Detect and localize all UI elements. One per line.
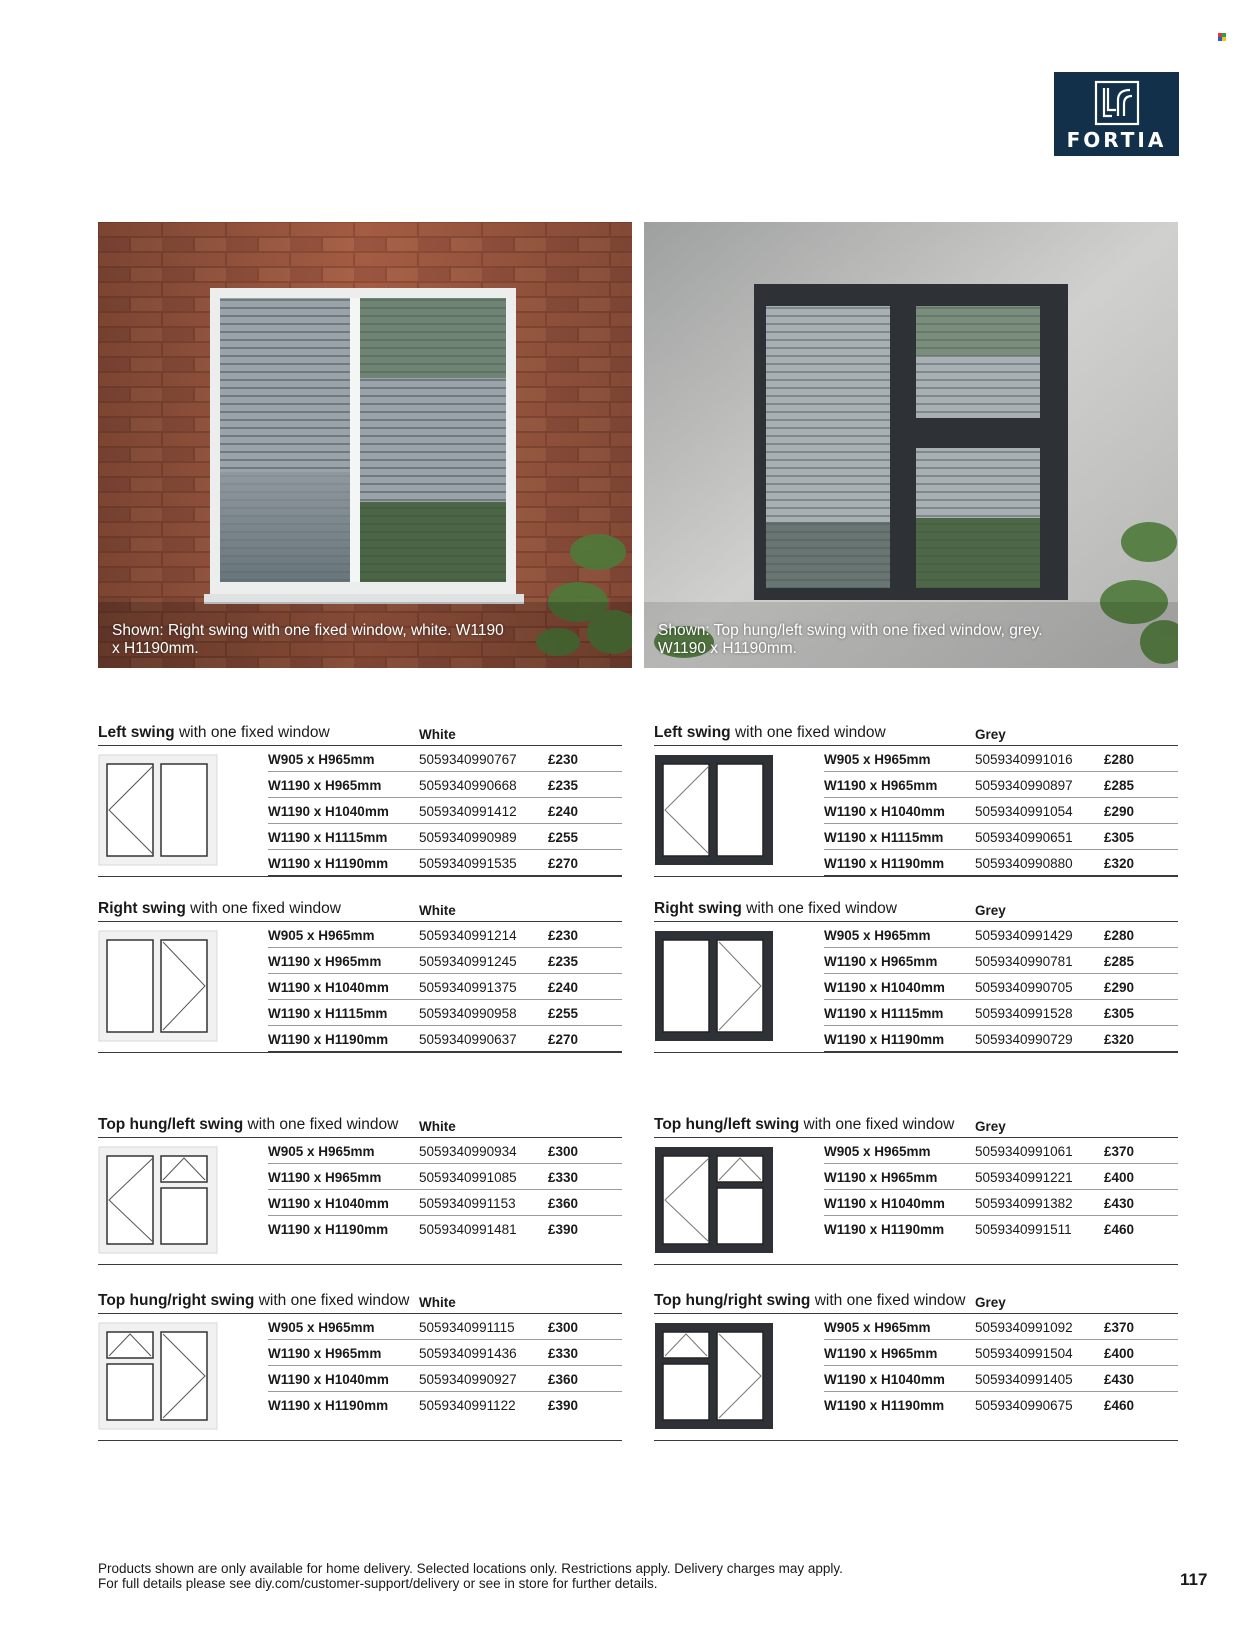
table-row: W1190 x H1040mm 5059340991382 £430	[824, 1190, 1178, 1216]
table-row: W1190 x H1040mm 5059340991412 £240	[268, 798, 622, 824]
table-row: W905 x H965mm 5059340990934 £300	[268, 1138, 622, 1164]
product-table-left-swing-grey	[654, 722, 1178, 871]
table-row: W1190 x H1115mm 5059340990989 £255	[268, 824, 622, 850]
table-title: Top hung/right swing with one fixed window	[98, 1292, 410, 1309]
table-row: W1190 x H1040mm 5059340990705 £290	[824, 974, 1178, 1000]
top-hung-left-grey-diagram	[654, 1146, 774, 1254]
table-row: W905 x H965mm 5059340991115 £300	[268, 1314, 622, 1340]
table-header	[98, 1290, 622, 1314]
footer-disclaimer	[98, 1561, 843, 1591]
photo-caption-grey: Shown: Top hung/left swing with one fixed window, grey. W1190 x H1190mm.	[658, 622, 1043, 657]
table-row: W1190 x H965mm 5059340990781 £285	[824, 948, 1178, 974]
table-row: W905 x H965mm 5059340991092 £370	[824, 1314, 1178, 1340]
table-title: Left swing with one fixed window	[654, 724, 886, 741]
top-hung-right-grey-diagram	[654, 1322, 774, 1430]
footer-line-1: Products shown are only available for home delivery. Selected locations only. Restrictions apply. Delivery charges may apply.	[98, 1561, 843, 1576]
photo-white-window	[98, 222, 632, 668]
table-row: W1190 x H1040mm 5059340990927 £360	[268, 1366, 622, 1392]
table-title: Top hung/left swing with one fixed window	[654, 1116, 955, 1133]
product-table-left-swing-white	[98, 722, 622, 871]
table-row: W905 x H965mm 5059340991429 £280	[824, 922, 1178, 948]
colour-label: White	[419, 1119, 456, 1134]
table-bottom-rule	[98, 1440, 622, 1441]
right-swing-grey-diagram	[654, 930, 774, 1042]
table-row: W1190 x H1190mm 5059340991122 £390	[268, 1398, 579, 1413]
table-rows	[268, 746, 622, 876]
product-table-top-hung-left-white	[98, 1114, 622, 1237]
colour-registration-dots	[1218, 33, 1228, 43]
table-row: W1190 x H965mm 5059340991221 £400	[824, 1164, 1178, 1190]
footer-line-2: For full details please see diy.com/customer-support/delivery or see in store for further details.	[98, 1576, 658, 1591]
product-table-top-hung-right-white	[98, 1290, 622, 1413]
table-row: W1190 x H1115mm 5059340991528 £305	[824, 1000, 1178, 1026]
table-row: W1190 x H1190mm 5059340990880 £320	[824, 850, 1178, 876]
table-header	[654, 1114, 1178, 1138]
table-row: W905 x H965mm 5059340990767 £230	[268, 746, 622, 772]
brand-name: FORTIA	[1066, 128, 1167, 152]
fortia-logo	[1054, 72, 1179, 156]
photo-caption-white: Shown: Right swing with one fixed window, white. W1190 x H1190mm.	[112, 622, 504, 657]
table-title: Top hung/right swing with one fixed window	[654, 1292, 966, 1309]
table-rows	[268, 1314, 622, 1418]
table-header	[98, 1114, 622, 1138]
table-row: W1190 x H1190mm 5059340991481 £390	[268, 1222, 579, 1237]
table-bottom-rule	[98, 1264, 622, 1265]
table-row: W1190 x H1190mm 5059340990637 £270	[268, 1026, 622, 1052]
colour-label: Grey	[975, 903, 1006, 918]
table-row: W905 x H965mm 5059340991061 £370	[824, 1138, 1178, 1164]
table-title: Right swing with one fixed window	[98, 900, 341, 917]
table-row: W905 x H965mm 5059340991214 £230	[268, 922, 622, 948]
colour-label: Grey	[975, 727, 1006, 742]
right-swing-white-diagram	[98, 930, 218, 1042]
colour-label: Grey	[975, 1119, 1006, 1134]
product-table-top-hung-right-grey	[654, 1290, 1178, 1413]
table-bottom-rule	[98, 876, 622, 877]
table-row: W1190 x H1115mm 5059340990958 £255	[268, 1000, 622, 1026]
table-row: W1190 x H1190mm 5059340991511 £460	[824, 1222, 1135, 1237]
table-rows	[824, 746, 1178, 876]
colour-label: White	[419, 1295, 456, 1310]
left-swing-grey-diagram	[654, 754, 774, 866]
product-table-right-swing-grey	[654, 898, 1178, 1047]
table-bottom-rule	[98, 1052, 622, 1053]
table-bottom-rule	[654, 1052, 1178, 1053]
table-rows	[824, 1138, 1178, 1242]
table-row: W1190 x H965mm 5059340991245 £235	[268, 948, 622, 974]
table-row: W1190 x H965mm 5059340991085 £330	[268, 1164, 622, 1190]
table-row: W1190 x H1040mm 5059340991375 £240	[268, 974, 622, 1000]
table-rows	[824, 922, 1178, 1052]
table-rows	[824, 1314, 1178, 1418]
product-table-right-swing-white	[98, 898, 622, 1047]
white-window-illustration	[98, 222, 632, 668]
table-title: Left swing with one fixed window	[98, 724, 330, 741]
table-row: W1190 x H1040mm 5059340991405 £430	[824, 1366, 1178, 1392]
table-row: W1190 x H1190mm 5059340990675 £460	[824, 1398, 1135, 1413]
photo-grey-window	[644, 222, 1178, 668]
colour-label: White	[419, 727, 456, 742]
fortia-emblem-icon	[1094, 80, 1140, 126]
table-row: W1190 x H1040mm 5059340991054 £290	[824, 798, 1178, 824]
table-row: W1190 x H965mm 5059340991504 £400	[824, 1340, 1178, 1366]
table-row: W1190 x H1040mm 5059340991153 £360	[268, 1190, 622, 1216]
table-title: Top hung/left swing with one fixed window	[98, 1116, 399, 1133]
table-bottom-rule	[654, 876, 1178, 877]
table-header	[98, 898, 622, 922]
table-row: W1190 x H965mm 5059340991436 £330	[268, 1340, 622, 1366]
colour-label: Grey	[975, 1295, 1006, 1310]
table-row: W1190 x H965mm 5059340990668 £235	[268, 772, 622, 798]
table-header	[654, 722, 1178, 746]
table-header	[654, 898, 1178, 922]
table-title: Right swing with one fixed window	[654, 900, 897, 917]
table-row: W1190 x H1115mm 5059340990651 £305	[824, 824, 1178, 850]
colour-label: White	[419, 903, 456, 918]
grey-window-illustration	[644, 222, 1178, 668]
product-table-top-hung-left-grey	[654, 1114, 1178, 1237]
table-header	[98, 722, 622, 746]
page-number: 117	[1180, 1570, 1208, 1589]
table-row: W905 x H965mm 5059340991016 £280	[824, 746, 1178, 772]
table-rows	[268, 1138, 622, 1242]
top-hung-left-white-diagram	[98, 1146, 218, 1254]
top-hung-right-white-diagram	[98, 1322, 218, 1430]
table-row: W1190 x H965mm 5059340990897 £285	[824, 772, 1178, 798]
table-bottom-rule	[654, 1264, 1178, 1265]
table-row: W1190 x H1190mm 5059340991535 £270	[268, 850, 622, 876]
table-bottom-rule	[654, 1440, 1178, 1441]
table-row: W1190 x H1190mm 5059340990729 £320	[824, 1026, 1178, 1052]
table-rows	[268, 922, 622, 1052]
left-swing-white-diagram	[98, 754, 218, 866]
table-header	[654, 1290, 1178, 1314]
